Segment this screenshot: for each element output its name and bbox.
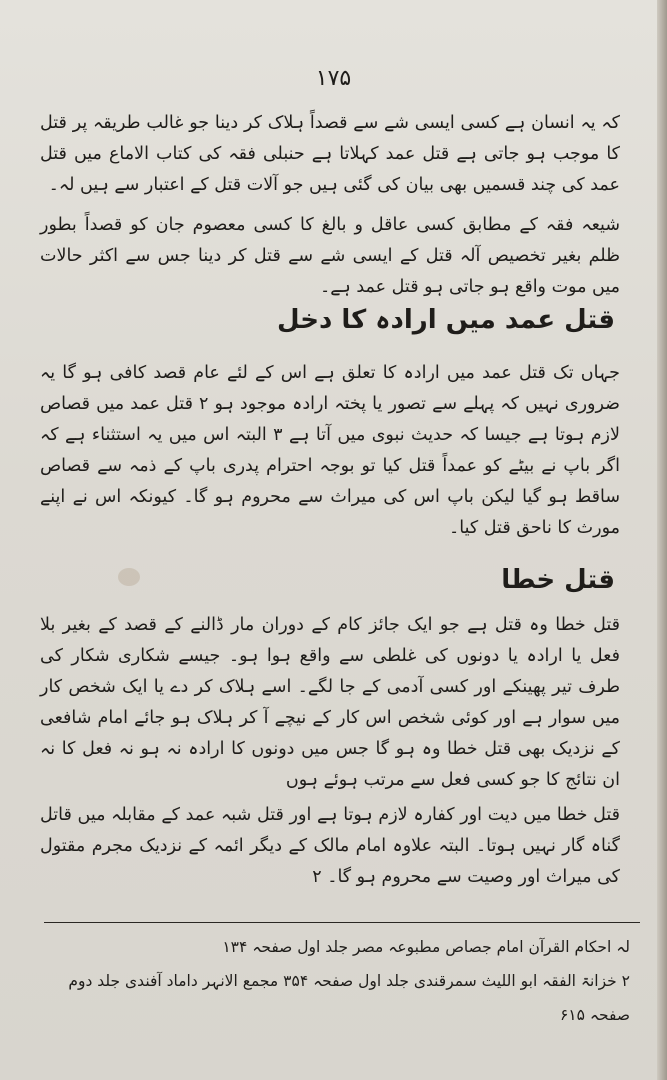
paragraph-4: قتل خطا وہ قتل ہے جو ایک جائز کام کے دوران مار ڈالنے کے قصد کے بغیر بلا فعل یا ارادہ یا دونوں کی غلطی سے واقع ہوا ہو۔ جیسے شکاری شکار کی طرف تیر پھینکے اور کسی آدمی کے جا لگے۔ اسے ہلاک کر دے یا ایک شخص کار میں سوار ہے اور کوئی شخص اس کار کے نیچے آ کر ہلاک ہو جائے امام شافعی کے نزدیک بھی قتل خطا وہ ہو گا جس میں دونوں کا ارادہ نہ ہو نہ فعل کا نہ ان نتائج کا جو کسی فعل سے مرتب ہوئے ہوں	[40, 615, 620, 790]
footnote-divider	[44, 922, 640, 923]
footnote-1: لہ احکام القرآن امام جصاص مطبوعہ مصر جلد اول صفحہ ۱۳۴	[222, 938, 630, 956]
footnote-2: ۲ خزانۃ الفقہ ابو اللیث سمرقندی جلد اول صفحہ ۳۵۴ مجمع الانہر داماد آفندی جلد دوم	[68, 972, 630, 990]
page-edge-shadow	[657, 0, 667, 1080]
paragraph-1: کہ یہ انسان ہے کسی ایسی شے سے قصداً ہلاک کر دینا جو غالب طریقہ پر قتل کا موجب ہو جاتی ہے قتل عمد کہلاتا ہے حنبلی فقہ کی کتاب الاماع میں قتل عمد کی چند قسمیں بھی بیان کی گئی ہیں جو آلات قتل کے اعتبار سے ہیں لہ۔	[40, 113, 620, 195]
paragraph-5: قتل خطا میں دیت اور کفارہ لازم ہوتا ہے اور قتل شبہ عمد کے مقابلہ میں قاتل گناہ گار نہیں ہوتا۔ البتہ علاوہ امام مالک کے دیگر ائمہ کے نزدیک مجرم مقتول کی میراث اور وصیت سے محروم ہو گا۔ ۲	[40, 805, 620, 887]
paragraph-2: شیعہ فقہ کے مطابق کسی عاقل و بالغ کا کسی معصوم جان کو قصداً بطور ظلم بغیر تخصیص آلہ قتل کے ایسی شے سے قتل کر دینا جس سے اکثر حالات میں موت واقع ہو جاتی ہو قتل عمد ہے۔	[40, 215, 620, 297]
footnote-3: صفحہ ۶۱۵	[559, 1006, 630, 1024]
section-heading-intent: قتل عمد میں ارادہ کا دخل	[277, 305, 615, 335]
paper-stain	[118, 568, 140, 586]
footnotes	[40, 930, 630, 1032]
paragraph-3: جہاں تک قتل عمد میں ارادہ کا تعلق ہے اس کے لئے عام قصد کافی ہو گا یہ ضروری نہیں کہ پہلے سے تصور یا پختہ ارادہ موجود ہو ۲ قتل عمد میں قصاص لازم ہوتا ہے جیسا کہ حدیث نبوی میں آتا ہے ۳ البتہ اس میں یہ استثناء ہے کہ اگر باپ نے بیٹے کو عمداً قتل کیا تو بوجہ احترام پدری باپ کے ذمہ سے قصاص ساقط ہو گیا لیکن باپ اس کی میراث سے محروم ہو گا۔ کیونکہ اس نے اپنے مورث کا ناحق قتل کیا۔	[40, 363, 620, 538]
section-heading-qatl-khata: قتل خطا	[501, 565, 615, 595]
page-number: ۱۷۵	[315, 66, 352, 91]
